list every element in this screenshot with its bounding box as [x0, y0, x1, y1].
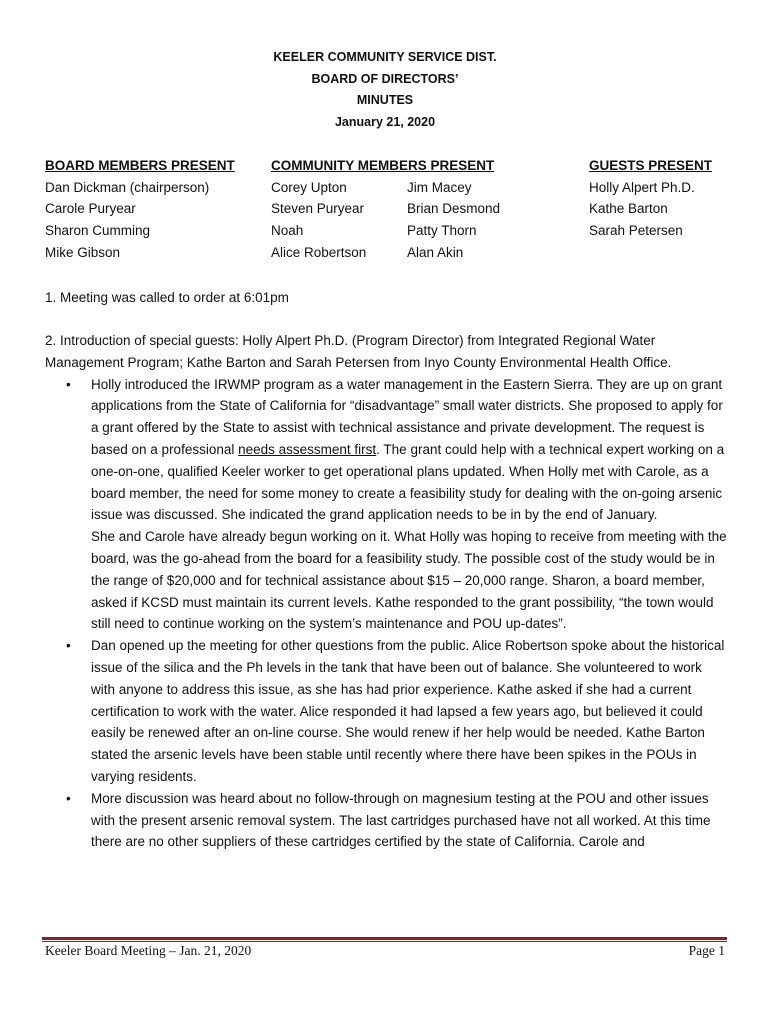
item-introductions	[45, 330, 727, 853]
document-header	[0, 47, 770, 133]
bullet-text: Holly introduced the IRWMP program as a water management in the Eastern Sierra. They are up on grant applications from the State of California for “disadvantage” small water districts. She proposed to apply for a grant offered by the State to assist with technical assistance and private development. The request is based on a professional	[91, 376, 723, 457]
item-call-to-order: 1. Meeting was called to order at 6:01pm	[45, 290, 289, 305]
board-member: Dan Dickman (chairperson)	[45, 179, 210, 195]
bullet-text: She and Carole have already begun working on it. What Holly was hoping to receive from meeting with the board, was the go-ahead from the board for a feasibility study. The possible cost of the study would be in the range of $20,000 and for technical assistance about $15 – 20,000 range. Sharon, a board member, asked if KCSD must maintain its current levels. Kathe responded to the grant possibility, “the town would still need to continue working on the system’s maintenance and POU up-dates”.	[91, 529, 727, 632]
header-district: KEELER COMMUNITY SERVICE DIST.	[273, 50, 497, 64]
footer-rule	[42, 937, 727, 940]
guests-column	[589, 155, 712, 242]
board-members-column	[45, 155, 235, 264]
community-member: Noah	[271, 223, 304, 239]
introductions-paragraph: 2. Introduction of special guests: Holly Alpert Ph.D. (Program Director) from Integrated Regional Water Management Program; Kathe Barton and Sarah Petersen from Inyo County Environmental Health Office.	[45, 333, 672, 370]
community-member: Brian Desmond	[407, 201, 501, 217]
guests-heading: GUESTS PRESENT	[589, 158, 713, 173]
community-members-column-2	[407, 177, 500, 264]
community-member: Alice Robertson	[271, 244, 367, 260]
board-member: Carole Puryear	[45, 201, 136, 217]
bullet-icon: •	[66, 376, 71, 392]
header-date: January 21, 2020	[334, 114, 436, 129]
header-minutes: MINUTES	[356, 93, 414, 107]
bullet-icon: •	[66, 638, 71, 654]
bullet-text: Dan opened up the meeting for other questions from the public. Alice Robertson spoke about the historical issue of the silica and the Ph levels in the tank that have been out of balance. She volunteered to work with anyone to address this issue, as she has had prior experience. Kathe asked if she had a current certification to work with the water. Alice responded it had lapsed a few years ago, but believed it could easily be renewed after an on-line course. She would renew if her help would be needed. Kathe Barton stated the arsenic levels have been stable until recently where there have been spikes in the POUs in varying residents.	[91, 638, 725, 784]
guest: Holly Alpert Ph.D.	[589, 179, 695, 195]
page-number: Page 1	[688, 943, 725, 958]
bullet-text: More discussion was heard about no follow-through on magnesium testing at the POU and other issues with the present arsenic removal system. The last cartridges purchased have not all worked. At this time there are no other suppliers of these cartridges certified by the state of California. Carole and	[91, 790, 711, 850]
underlined-text: needs assessment first	[238, 441, 377, 457]
list-item	[45, 788, 727, 853]
board-members-heading: BOARD MEMBERS PRESENT	[45, 158, 235, 173]
list-item	[45, 374, 727, 636]
community-member: Jim Macey	[407, 179, 472, 195]
discussion-list	[45, 374, 727, 854]
board-member: Mike Gibson	[45, 244, 121, 260]
footer-rule-thin	[42, 941, 727, 942]
header-board: BOARD OF DIRECTORS’	[311, 71, 459, 86]
community-member: Patty Thorn	[407, 223, 477, 239]
guest: Kathe Barton	[589, 201, 668, 217]
guest: Sarah Petersen	[589, 223, 683, 239]
footer-title: Keeler Board Meeting – Jan. 21, 2020	[45, 943, 252, 958]
community-member: Alan Akin	[407, 244, 464, 260]
list-item	[45, 635, 727, 788]
community-member: Corey Upton	[271, 179, 347, 195]
bullet-icon: •	[66, 790, 71, 806]
community-members-heading: COMMUNITY MEMBERS PRESENT	[271, 158, 495, 173]
community-member: Steven Puryear	[271, 201, 365, 217]
bullet-text: . The grant could help with a technical expert working on a one-on-one, qualified Keeler worker to get operational plans updated. When Holly met with Carole, as a board member, the need for some money to create a feasibility study for dealing with the on-going arsenic issue was discussed. She indicated the grand application needs to be in by the end of January.	[91, 441, 725, 523]
board-member: Sharon Cumming	[45, 223, 151, 239]
